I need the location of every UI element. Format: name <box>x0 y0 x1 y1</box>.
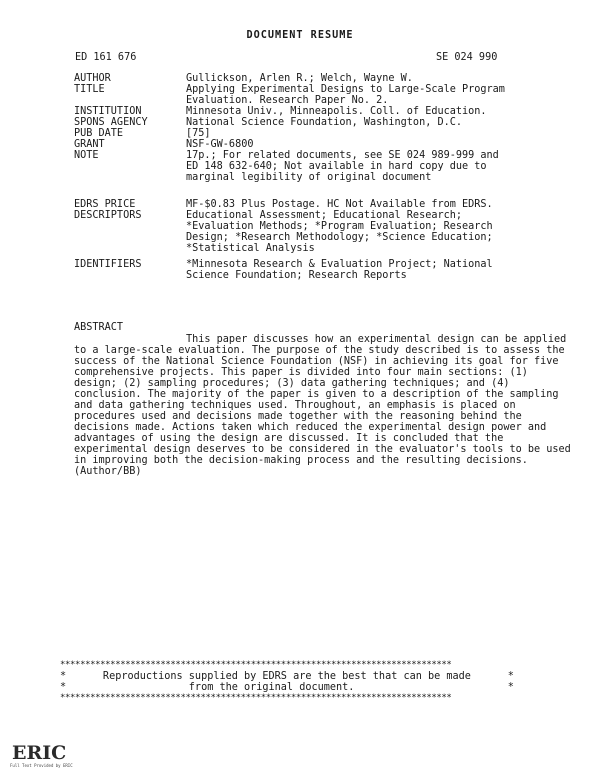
eric-logo: ERIC <box>12 742 67 764</box>
edrs-price-value: MF-$0.83 Plus Postage. HC Not Available from EDRS. <box>186 199 493 210</box>
identifiers-value-line1: *Minnesota Research & Evaluation Project; National <box>186 259 493 270</box>
author-value: Gullickson, Arlen R.; Welch, Wayne W. <box>186 73 413 84</box>
spons-agency-label: SPONS AGENCY <box>74 117 148 128</box>
descriptors-value-line3: Design; *Research Methodology; *Science Education; <box>186 232 493 243</box>
author-label: AUTHOR <box>74 73 111 84</box>
note-label: NOTE <box>74 150 99 161</box>
abstract-text: This paper discusses how an experimental design can be applied to a large-scale evaluation. The purpose of the study described is to assess the success of the National Science Foundation (NSF) in achieving its goal for five comprehensive projects. This paper is divided into four main sections: (1) design; (2) sampling procedures; (3) data gathering techniques; and (4) conclusion. The majority of the paper is given to a description of the sampling and data gathering techniques used. Throughout, an emphasis is placed on procedures used and decisions made together with the reasoning behind the decisions made. Actions taken which reduced the experimental design power and advantages of using the design are discussed. It is concluded that the experimental design deserves to be considered in the evaluator's tools to be used in improving both the decision-making process and the resulting decisions. (Author/BB) <box>74 334 571 477</box>
grant-value: NSF-GW-6800 <box>186 139 254 150</box>
se-number: SE 024 990 <box>436 52 498 63</box>
ed-number: ED 161 676 <box>75 52 137 63</box>
pub-date-label: PUB DATE <box>74 128 124 139</box>
note-value-line2: ED 148 632-640; Not available in hard copy due to <box>186 161 487 172</box>
footer-stars-top: ****************************************************************************** <box>60 660 452 670</box>
pub-date-value: [75] <box>186 128 211 139</box>
footer-stars-bottom: ****************************************************************************** <box>60 693 452 703</box>
note-value-line3: marginal legibility of original document <box>186 172 432 183</box>
edrs-price-label: EDRS PRICE <box>74 199 136 210</box>
title-value-line2: Evaluation. Research Paper No. 2. <box>186 95 389 106</box>
descriptors-value-line1: Educational Assessment; Educational Research; <box>186 210 463 221</box>
descriptors-value-line4: *Statistical Analysis <box>186 243 315 254</box>
eric-logo-subtext: Full Text Provided by ERIC <box>10 763 73 768</box>
institution-label: INSTITUTION <box>74 106 142 117</box>
grant-label: GRANT <box>74 139 105 150</box>
spons-agency-value: National Science Foundation, Washington, D.C. <box>186 117 463 128</box>
abstract-label: ABSTRACT <box>74 322 124 333</box>
title-label: TITLE <box>74 84 105 95</box>
title-value-line1: Applying Experimental Designs to Large-Scale Program <box>186 84 505 95</box>
institution-value: Minnesota Univ., Minneapolis. Coll. of Education. <box>186 106 487 117</box>
document-title: DOCUMENT RESUME <box>246 30 354 41</box>
identifiers-value-line2: Science Foundation; Research Reports <box>186 270 407 281</box>
footer-reproductions-line: * Reproductions supplied by EDRS are the best that can be made * <box>60 671 514 682</box>
footer-original-line: * from the original document. * <box>60 682 514 693</box>
descriptors-value-line2: *Evaluation Methods; *Program Evaluation; Research <box>186 221 493 232</box>
note-value-line1: 17p.; For related documents, see SE 024 989-999 and <box>186 150 499 161</box>
identifiers-label: IDENTIFIERS <box>74 259 142 270</box>
descriptors-label: DESCRIPTORS <box>74 210 142 221</box>
